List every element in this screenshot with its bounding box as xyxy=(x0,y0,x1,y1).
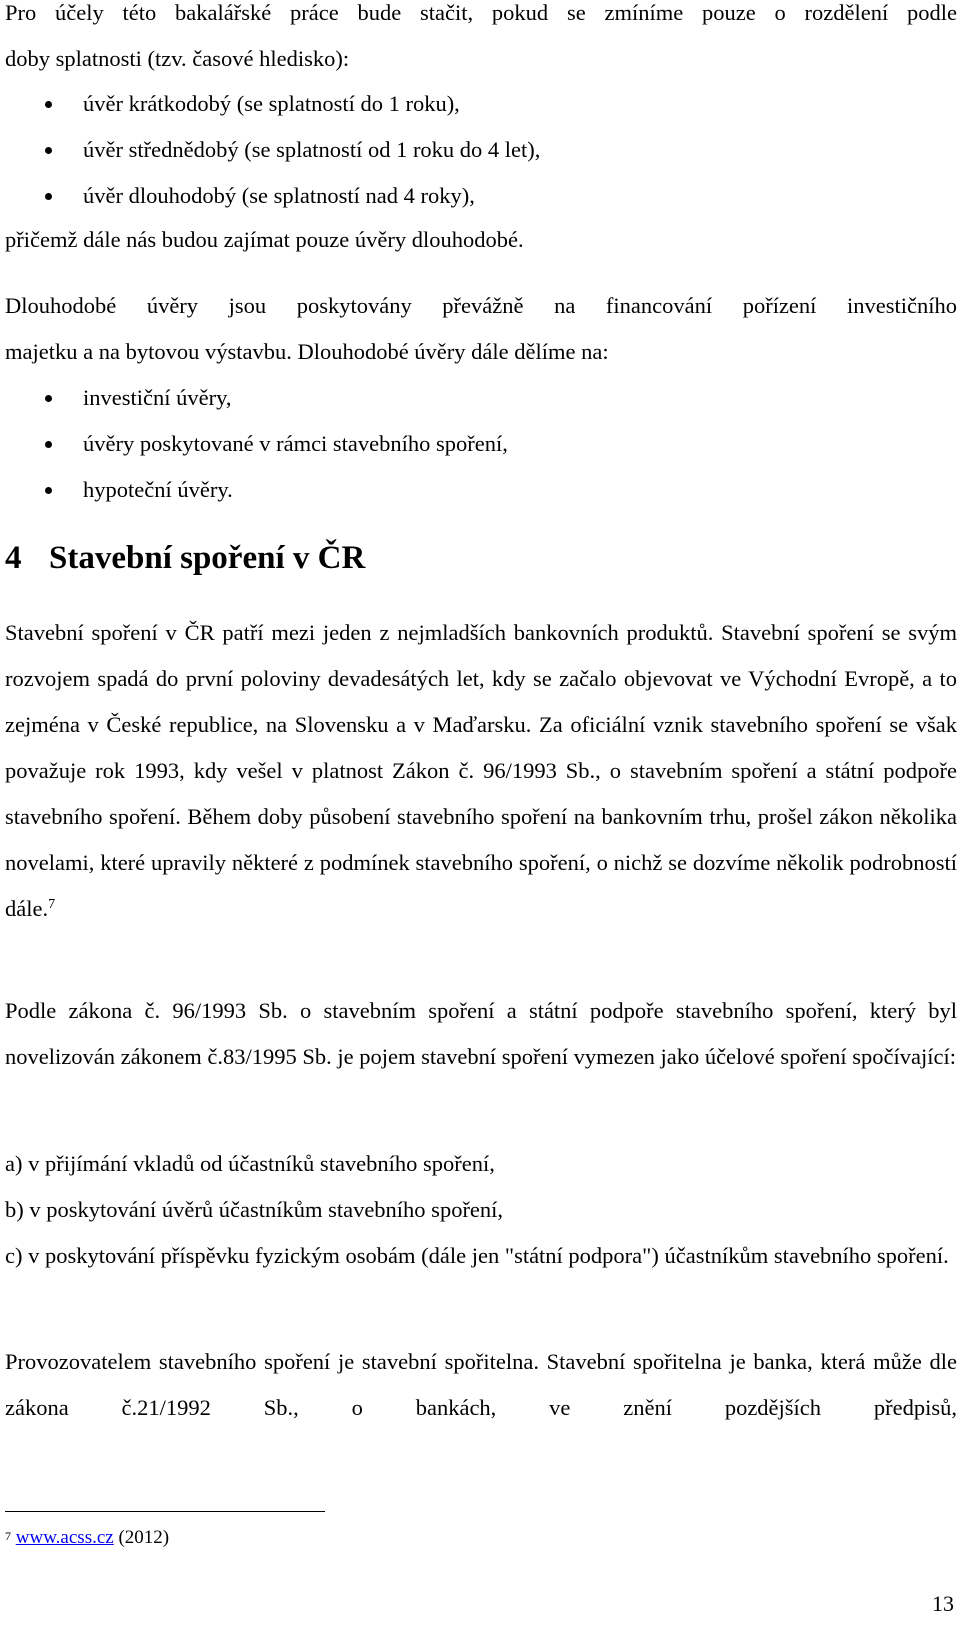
footnote xyxy=(5,1523,169,1553)
section-heading xyxy=(5,535,957,581)
intro-line-2: doby splatnosti (tzv. časové hledisko): xyxy=(5,46,350,71)
long-term-types-list xyxy=(5,375,957,513)
section-title-text: Stavební spoření v ČR xyxy=(49,540,366,576)
paragraph-3 xyxy=(5,1339,957,1431)
after-list-text xyxy=(5,217,957,263)
list-item: úvěr krátkodobý (se splatností do 1 roku), xyxy=(5,81,957,127)
paragraph-1 xyxy=(5,610,957,932)
list-item: a) v přijímání vkladů od účastníků stavebního spoření, xyxy=(5,1151,495,1176)
enumerated-items xyxy=(5,1141,957,1279)
long-term-line-2: majetku a na bytovou výstavbu. Dlouhodobé úvěry dále dělíme na: xyxy=(5,339,609,364)
list-item: úvěry poskytované v rámci stavebního spoření, xyxy=(5,421,957,467)
long-term-paragraph xyxy=(5,283,957,375)
page-number: 13 xyxy=(932,1591,954,1616)
loan-types-list xyxy=(5,81,957,219)
footnote-link[interactable]: www.acss.cz xyxy=(15,1527,114,1548)
footnote-reference[interactable]: 7 xyxy=(48,897,56,912)
list-item: úvěr dlouhodobý (se splatností nad 4 roky), xyxy=(5,173,957,219)
list-item: hypoteční úvěry. xyxy=(5,467,957,513)
list-item: investiční úvěry, xyxy=(5,375,957,421)
paragraph-2 xyxy=(5,988,957,1080)
footnote-marker: 7 xyxy=(5,1529,11,1543)
section-number: 4 xyxy=(5,540,22,576)
paragraph-text: Stavební spoření v ČR patří mezi jeden z nejmladších bankovních produktů. Stavební spoření se svým rozvojem spadá do první poloviny devadesátých let, kdy se začalo objevovat ve Východní Evropě, a to zejména v České republice, na Slovensku a v Maďarsku. Za oficiální vznik stavebního spoření se však považuje rok 1993, kdy vešel v platnost Zákon č. 96/1993 Sb., o stavebním spoření a státní podpoře stavebního spoření. Během doby působení stavebního spoření na bankovním trhu, prošel zákon několika novelami, které upravily některé z podmínek stavebního spoření, o nichž se dozvíme několik podrobností dále. xyxy=(5,620,957,921)
long-term-line-1: Dlouhodobé úvěry jsou poskytovány převážně na financování pořízení investičního xyxy=(5,293,957,318)
paragraph: Podle zákona č. 96/1993 Sb. o stavebním spoření a státní podpoře stavebního spoření, který byl novelizován zákonem č.83/1995 Sb. je pojem stavební spoření vymezen jako účelové spoření spočívající: xyxy=(5,998,957,1069)
paragraph: Provozovatelem stavebního spoření je stavební spořitelna. Stavební spořitelna je banka, která může dle zákona č.21/1992 Sb., o bankách, ve znění pozdějších předpisů, xyxy=(5,1349,957,1420)
list-item: b) v poskytování úvěrů účastníkům stavebního spoření, xyxy=(5,1197,504,1222)
list-item: úvěr střednědobý (se splatností od 1 roku do 4 let), xyxy=(5,127,957,173)
paragraph: přičemž dále nás budou zajímat pouze úvěry dlouhodobé. xyxy=(5,227,524,252)
paragraph xyxy=(5,610,957,932)
section-title xyxy=(5,535,957,581)
intro-line-1: Pro účely této bakalářské práce bude stačit, pokud se zmíníme pouze o rozdělení podle xyxy=(5,0,957,25)
list-item: c) v poskytování příspěvku fyzickým osobám (dále jen "státní podpora") účastníkům stavebního spoření. xyxy=(5,1243,949,1268)
footnote-suffix: (2012) xyxy=(113,1527,170,1548)
footnote-separator xyxy=(5,1511,325,1512)
intro-block xyxy=(5,0,957,82)
